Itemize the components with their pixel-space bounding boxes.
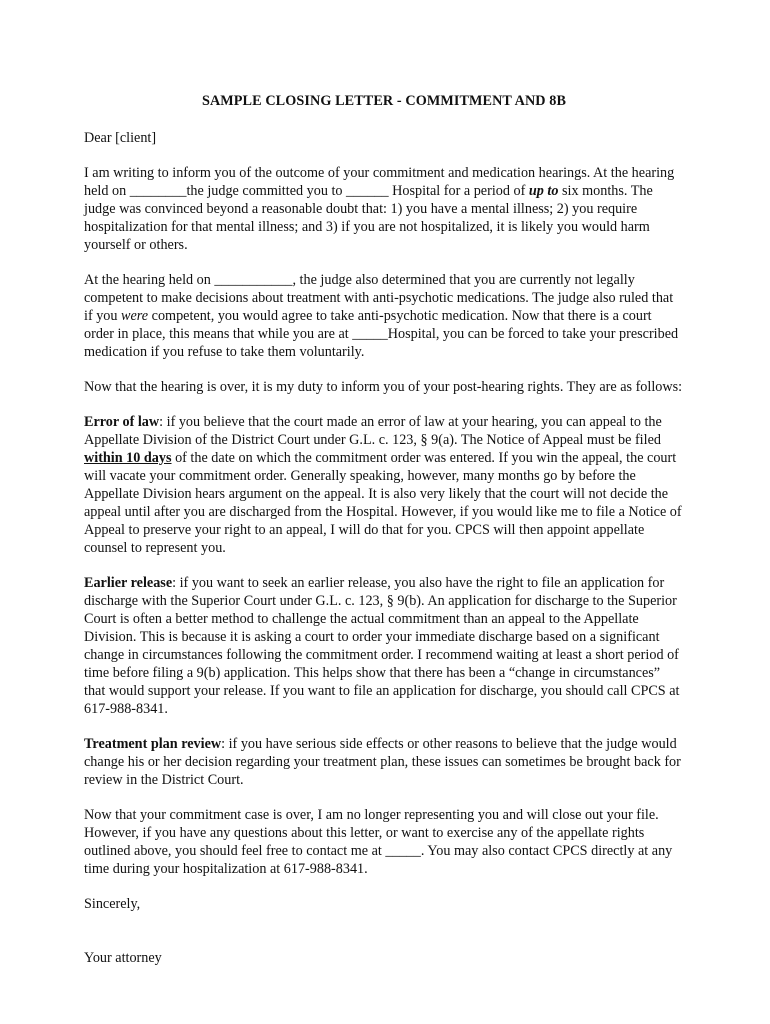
heading-earlier-release: Earlier release (84, 575, 173, 591)
emphasis-within-10-days: within 10 days (84, 450, 172, 466)
paragraph-earlier-release (84, 574, 684, 718)
heading-error-of-law: Error of law (84, 414, 160, 430)
salutation: Dear [client] (84, 130, 157, 146)
paragraph-outcome-text-b: six months. The judge was convinced beyond a reasonable doubt that: 1) you have a mental illness; 2) you require hospitalization for that mental illness; and 3) if you are not hospitalized, it is likely you would harm yourself or others. (84, 183, 653, 253)
paragraph-case-closed: Now that your commitment case is over, I am no longer representing you and will close out your file. However, if you have any questions about this letter, or want to exercise any of the appellate rights outlined above, you should feel free to contact me at _____. You may also contact CPCS directly at any time during your hospitalization at 617-988-8341. (84, 807, 673, 877)
paragraph-error-of-law-text-a: : if you believe that the court made an error of law at your hearing, you can appeal to the Appellate Division of the District Court under G.L. c. 123, § 9(a). The Notice of Appeal must be filed (84, 414, 662, 448)
closing: Sincerely, (84, 896, 141, 912)
paragraph-rights-intro: Now that the hearing is over, it is my duty to inform you of your post-hearing rights. They are as follows: (84, 379, 683, 395)
paragraph-earlier-release-text: : if you want to seek an earlier release, you also have the right to file an application for discharge with the Superior Court under G.L. c. 123, § 9(b). An application for discharge to the Superior Court is often a better method to challenge the actual commitment than an appeal to the Appellate Division. This is because it is asking a court to order your immediate discharge based on a significant change in circumstances following the commitment order. I recommend waiting at least a short period of time before filing a 9(b) application. This helps show that there has been a “change in circumstances” that would support your release. If you want to file an application for discharge, you should call CPCS at 617-988-8341. (84, 575, 680, 717)
paragraph-outcome (84, 164, 684, 254)
paragraph-outcome-text-a: I am writing to inform you of the outcome of your commitment and medication hearings. At the hearing held on ________the judge committed you to ______ Hospital for a period of (84, 165, 675, 199)
letter-page (84, 92, 684, 984)
emphasis-up-to: up to (528, 183, 559, 199)
letter-title: SAMPLE CLOSING LETTER - COMMITMENT AND 8B (201, 93, 567, 109)
signature-space (84, 913, 684, 949)
paragraph-competency (84, 271, 684, 361)
signature: Your attorney (84, 950, 162, 966)
emphasis-were: were (121, 308, 149, 324)
paragraph-error-of-law (84, 413, 684, 557)
paragraph-error-of-law-text-b: of the date on which the commitment order was entered. If you win the appeal, the court will vacate your commitment order. Generally speaking, however, many months go by before the Appellate Division hears argument on the appeal. It is also very likely that the court will not decide the appeal until after you are discharged from the Hospital. However, if you would like me to file a Notice of Appeal to preserve your right to an appeal, I will do that for you. CPCS will then appoint appellate counsel to represent you. (84, 450, 682, 556)
heading-treatment-plan-review: Treatment plan review (84, 736, 222, 752)
paragraph-competency-text-b: competent, you would agree to take anti-psychotic medication. Now that there is a court order in place, this means that while you are at _____Hospital, you can be forced to take your prescribed medication if you refuse to take them voluntarily. (84, 308, 679, 360)
paragraph-treatment-plan (84, 735, 684, 789)
paragraph-competency-text-a: At the hearing held on ___________, the judge also determined that you are currently not legally competent to make decisions about treatment with anti-psychotic medications. The judge also ruled that if you (84, 272, 674, 324)
paragraph-treatment-plan-text: : if you have serious side effects or other reasons to believe that the judge would change his or her decision regarding your treatment plan, these issues can sometimes be brought back for review in the District Court. (84, 736, 681, 788)
